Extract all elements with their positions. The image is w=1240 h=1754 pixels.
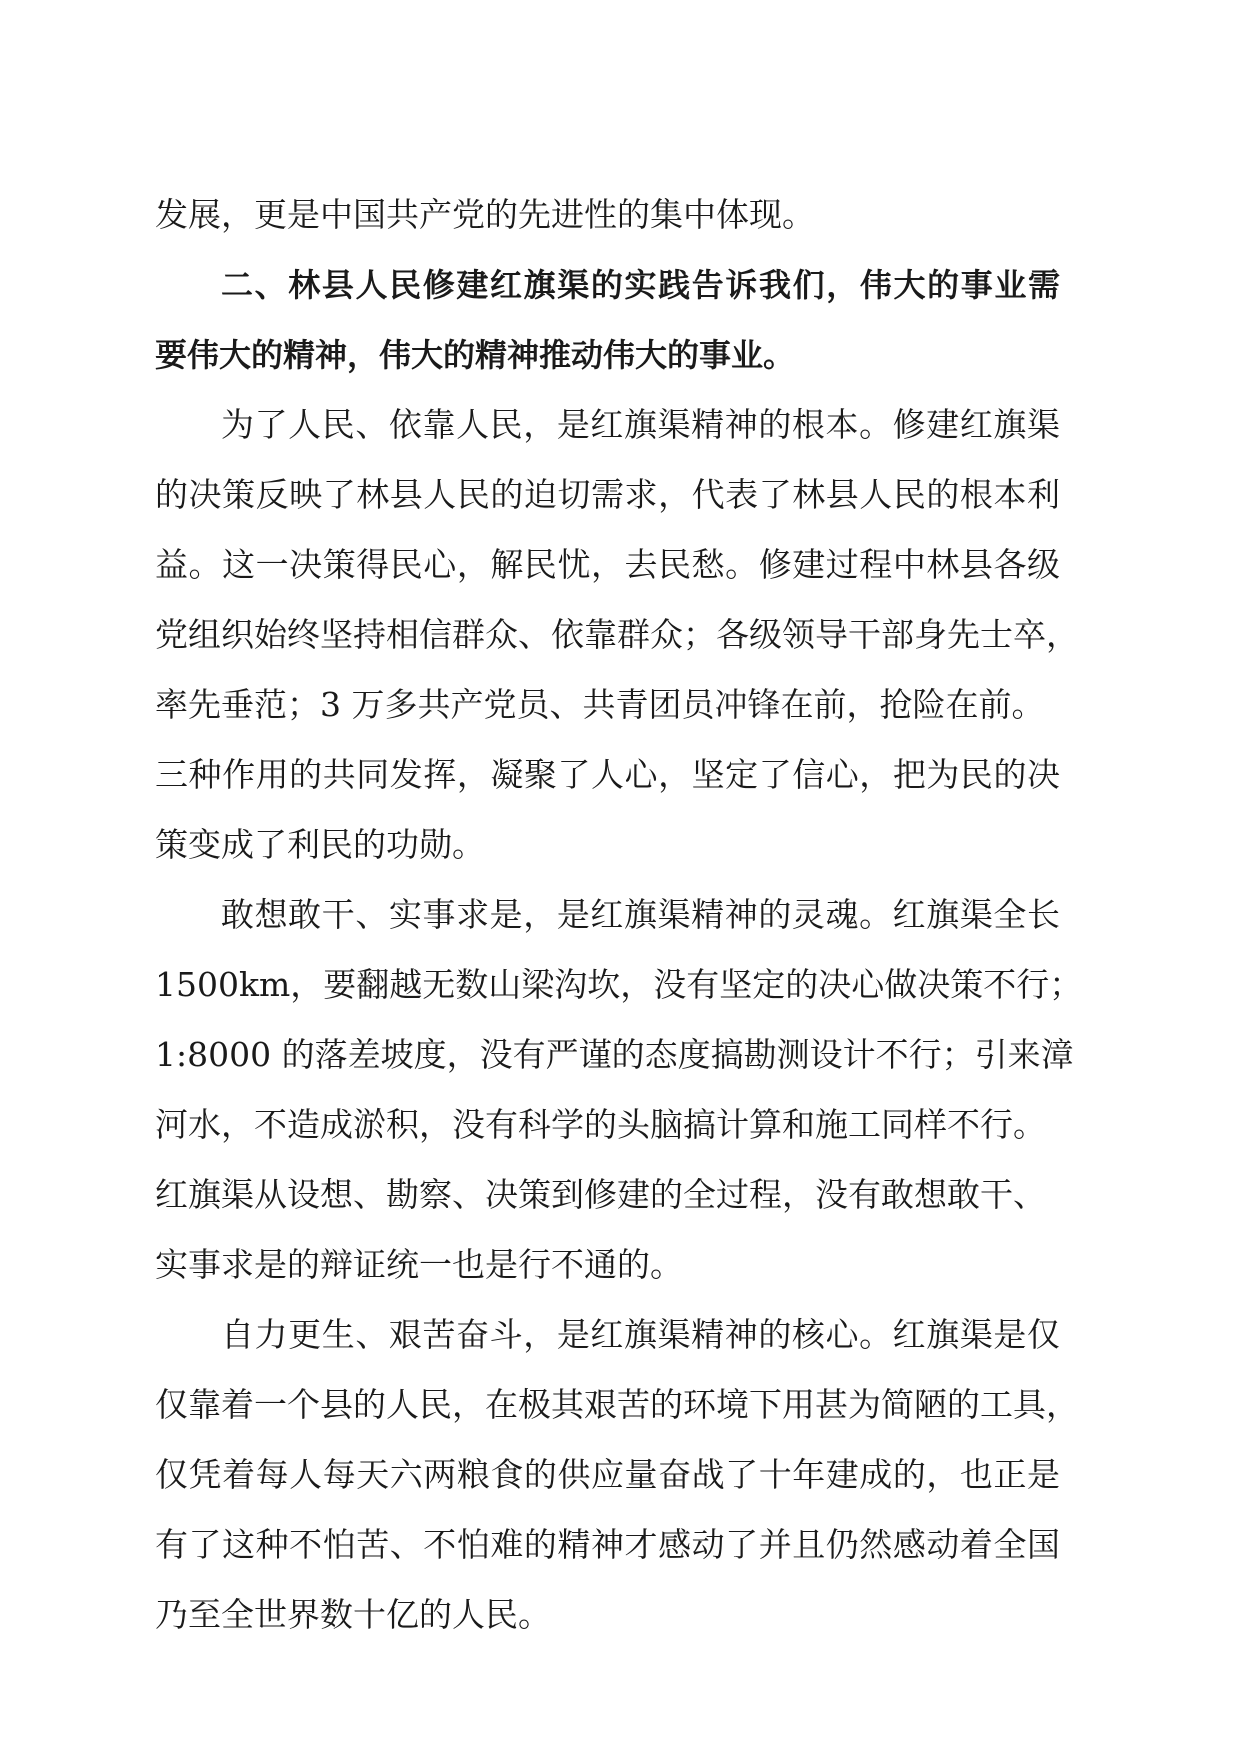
paragraph-line: 河水，不造成淤积，没有科学的头脑搞计算和施工同样不行。 <box>155 1105 1046 1144</box>
paragraph-line: 三种作用的共同发挥，凝聚了人心，坚定了信心，把为民的决 <box>155 755 1060 794</box>
section-heading-line: 二、林县人民修建红旗渠的实践告诉我们，伟大的事业需 <box>221 266 1060 304</box>
paragraph-line: 有了这种不怕苦、不怕难的精神才感动了并且仍然感动着全国 <box>155 1525 1060 1564</box>
paragraph-line: 实事求是的辩证统一也是行不通的。 <box>155 1245 683 1284</box>
paragraph-line: 的决策反映了林县人民的迫切需求，代表了林县人民的根本利 <box>155 475 1060 514</box>
paragraph-line: 红旗渠从设想、勘察、决策到修建的全过程，没有敢想敢干、 <box>155 1175 1046 1214</box>
paragraph-line: 乃至全世界数十亿的人民。 <box>155 1595 551 1634</box>
paragraph-line: 为了人民、依靠人民，是红旗渠精神的根本。修建红旗渠 <box>221 405 1060 444</box>
paragraph-line: 益。这一决策得民心，解民忧，去民愁。修建过程中林县各级 <box>155 545 1060 584</box>
paragraph-line: 仅凭着每人每天六两粮食的供应量奋战了十年建成的，也正是 <box>155 1455 1060 1494</box>
section-heading-line: 要伟大的精神，伟大的精神推动伟大的事业。 <box>155 336 796 374</box>
paragraph-line: 策变成了利民的功勋。 <box>155 825 485 864</box>
document-body <box>155 180 1083 1650</box>
paragraph-line: 率先垂范；3 万多共产党员、共青团员冲锋在前，抢险在前。 <box>155 685 1045 724</box>
paragraph-line: 党组织始终坚持相信群众、依靠群众；各级领导干部身先士卒， <box>155 615 1079 654</box>
paragraph-line: 仅靠着一个县的人民，在极其艰苦的环境下用甚为简陋的工具， <box>155 1385 1079 1424</box>
paragraph-continuation-line: 发展，更是中国共产党的先进性的集中体现。 <box>155 195 815 234</box>
paragraph-line: 1500km，要翻越无数山梁沟坎，没有坚定的决心做决策不行； <box>155 965 1083 1004</box>
paragraph-line: 自力更生、艰苦奋斗，是红旗渠精神的核心。红旗渠是仅 <box>221 1315 1060 1354</box>
paragraph-line: 1:8000 的落差坡度，没有严谨的态度搞勘测设计不行；引来漳 <box>155 1035 1074 1074</box>
paragraph-line: 敢想敢干、实事求是，是红旗渠精神的灵魂。红旗渠全长 <box>221 895 1060 934</box>
